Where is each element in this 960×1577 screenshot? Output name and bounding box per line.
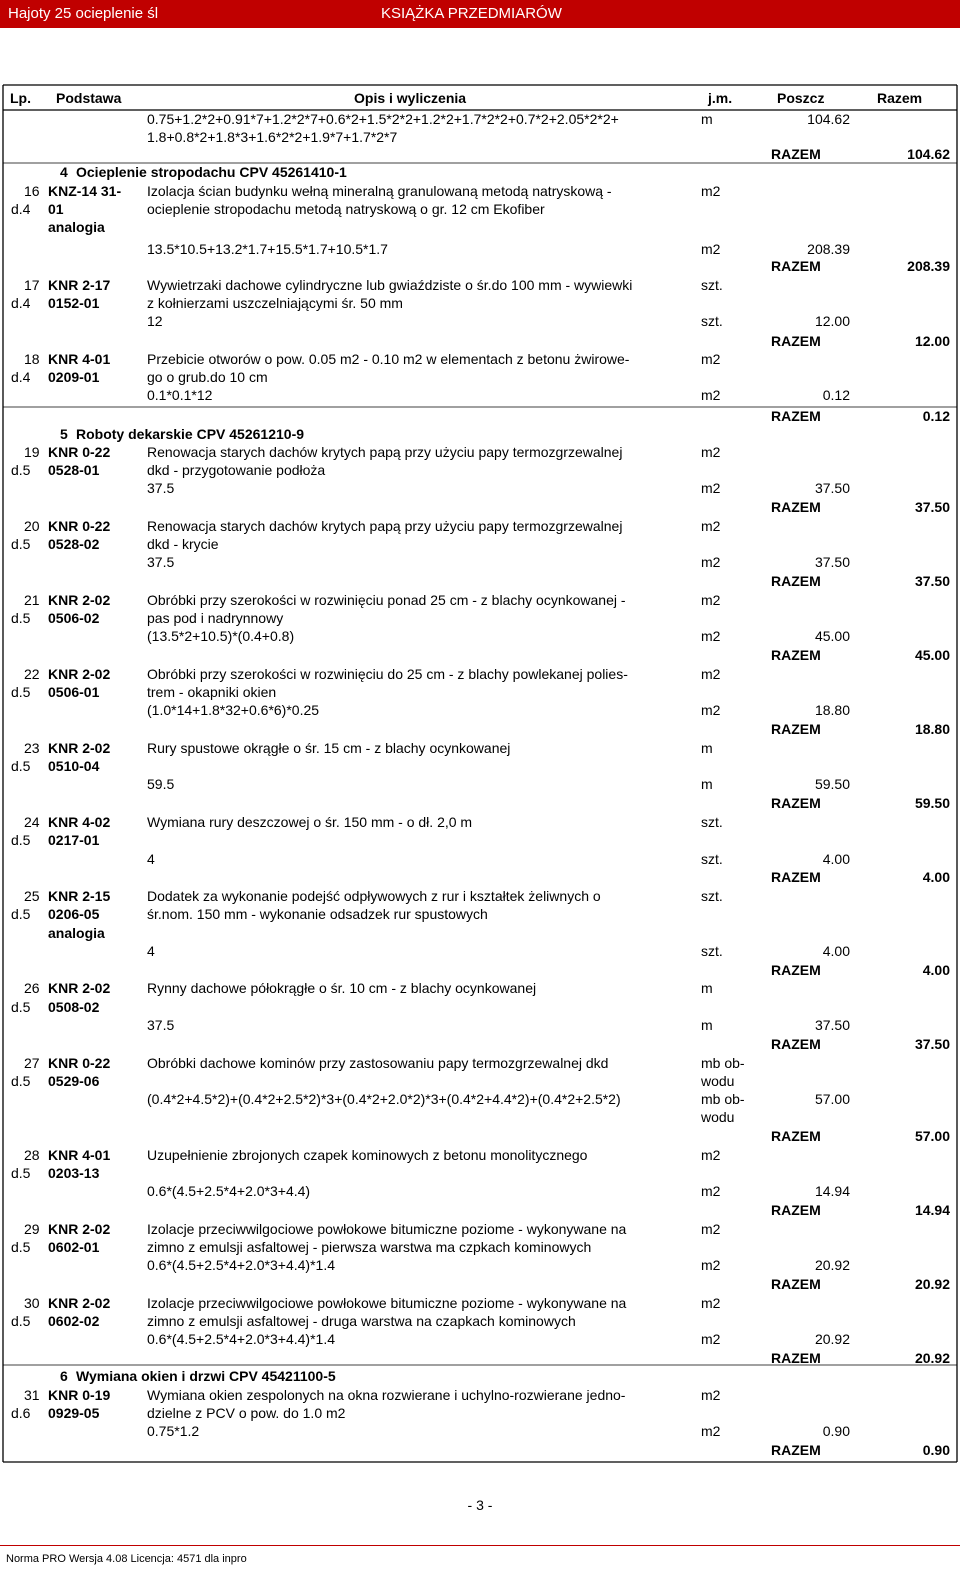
item-19-poszcz: 37.50: [814, 480, 850, 496]
item-17-chapter: d.4: [11, 295, 31, 311]
item-24-calc-unit: szt.: [701, 851, 723, 867]
item-18-poszcz: 0.12: [822, 387, 850, 403]
item-31-razem: 0.90: [922, 1442, 950, 1458]
item-16-desc-2: ocieplenie stropodachu metodą natryskową o gr. 12 cm Ekofiber: [147, 201, 545, 217]
item-16-desc-1: Izolacja ścian budynku wełną mineralną granulowaną metodą natryskową -: [147, 183, 612, 199]
item-28-razem: 14.94: [914, 1202, 950, 1218]
item-26-calc: 37.5: [147, 1017, 175, 1033]
item-27-razem: 57.00: [914, 1128, 950, 1144]
item-18-lp: 18: [24, 351, 40, 367]
page-number: - 3 -: [467, 1497, 493, 1513]
item-22-chapter: d.5: [11, 684, 31, 700]
item-25-basis-3: analogia: [48, 925, 105, 941]
item-22-desc-1: Obróbki przy szerokości w rozwinięciu do 25 cm - z blachy powlekanej polies-: [147, 666, 628, 682]
section-5-num: 5: [60, 426, 68, 442]
item-22-calc: (1.0*14+1.8*32+0.6*6)*0.25: [147, 702, 320, 718]
item-28-desc-1: Uzupełnienie zbrojonych czapek kominowych z betonu monolitycznego: [147, 1147, 588, 1163]
item-28-lp: 28: [24, 1147, 40, 1163]
item-16-razem-label: RAZEM: [771, 258, 821, 274]
item-21-calc: (13.5*2+10.5)*(0.4+0.8): [147, 628, 295, 644]
document-title: Hajoty 25 ocieplenie śl: [8, 5, 159, 22]
item-25-calc-unit: szt.: [701, 943, 723, 959]
item-24-lp: 24: [24, 814, 40, 830]
item-25-razem: 4.00: [922, 962, 950, 978]
footer-rule: [0, 1545, 960, 1546]
item-29-basis-1: KNR 2-02: [48, 1221, 111, 1237]
item-22-basis-1: KNR 2-02: [48, 666, 111, 682]
item-21-basis-2: 0506-02: [48, 610, 100, 626]
item-23-calc: 59.5: [147, 776, 175, 792]
item-31-calc-unit: m2: [701, 1423, 721, 1439]
item-16-lp: 16: [24, 183, 40, 199]
item-27-desc-1: Obróbki dachowe kominów przy zastosowaniu papy termozgrzewalnej dkd: [147, 1055, 609, 1071]
item-24-basis-2: 0217-01: [48, 832, 100, 848]
item-16-poszcz: 208.39: [807, 241, 850, 257]
item-28-unit: m2: [701, 1147, 721, 1163]
item-31-razem-label: RAZEM: [771, 1442, 821, 1458]
item-30-chapter: d.5: [11, 1313, 31, 1329]
item-16-calc-unit: m2: [701, 241, 721, 257]
item-16-basis-2: 01: [48, 201, 64, 217]
item-27-calc-unit-1: mb ob-: [701, 1091, 745, 1107]
item-29-calc: 0.6*(4.5+2.5*4+2.0*3+4.4)*1.4: [147, 1257, 335, 1273]
item-17-desc-1: Wywietrzaki dachowe cylindryczne lub gwiaździste o śr.do 100 mm - wywiewki: [147, 277, 633, 293]
item-26-basis-1: KNR 2-02: [48, 980, 111, 996]
item-30-desc-2: zimno z emulsji asfaltowej - druga warstwa na czapkach kominowych: [147, 1313, 576, 1329]
item-19-lp: 19: [24, 444, 40, 460]
item-16-razem: 208.39: [907, 258, 950, 274]
item-16-chapter: d.4: [11, 201, 31, 217]
section-5-title: Roboty dekarskie CPV 45261210-9: [76, 426, 305, 442]
item-27-razem-label: RAZEM: [771, 1128, 821, 1144]
item-24-desc-1: Wymiana rury deszczowej o śr. 150 mm - o dł. 2,0 m: [147, 814, 473, 830]
item-17-poszcz: 12.00: [814, 313, 850, 329]
item-23-chapter: d.5: [11, 758, 31, 774]
item-21-lp: 21: [24, 592, 40, 608]
item-30-basis-2: 0602-02: [48, 1313, 100, 1329]
item-24-chapter: d.5: [11, 832, 31, 848]
item-17-desc-2: z kołnierzami uszczelniającymi śr. 50 mm: [147, 295, 403, 311]
item-31-unit: m2: [701, 1387, 721, 1403]
carry-razem-label: RAZEM: [771, 146, 821, 162]
item-27-unit-2: wodu: [701, 1073, 735, 1089]
item-29-poszcz: 20.92: [814, 1257, 850, 1273]
item-18-razem-label: RAZEM: [771, 408, 821, 424]
item-31-chapter: d.6: [11, 1405, 31, 1421]
software-version: Norma PRO Wersja 4.08 Licencja: 4571 dla inpro: [6, 1553, 247, 1565]
item-16-unit: m2: [701, 183, 721, 199]
item-21-calc-unit: m2: [701, 628, 721, 644]
item-18-basis-2: 0209-01: [48, 369, 100, 385]
item-25-poszcz: 4.00: [822, 943, 850, 959]
item-24-unit: szt.: [701, 814, 723, 830]
item-30-unit: m2: [701, 1295, 721, 1311]
header-poszcz: Poszcz: [777, 90, 825, 106]
item-20-desc-2: dkd - krycie: [147, 536, 219, 552]
carry-razem-value: 104.62: [907, 146, 950, 162]
section-4-num: 4: [60, 164, 68, 180]
item-16-basis-3: analogia: [48, 219, 105, 235]
item-29-calc-unit: m2: [701, 1257, 721, 1273]
item-17-unit: szt.: [701, 277, 723, 293]
item-19-razem-label: RAZEM: [771, 499, 821, 515]
item-27-calc: (0.4*2+4.5*2)+(0.4*2+2.5*2)*3+(0.4*2+2.0*2)*3+(0.4*2+4.4*2)+(0.4*2+2.5*2): [147, 1091, 621, 1107]
item-24-basis-1: KNR 4-02: [48, 814, 111, 830]
item-25-lp: 25: [24, 888, 40, 904]
item-20-desc-1: Renowacja starych dachów krytych papą przy użyciu papy termozgrzewalnej: [147, 518, 623, 534]
item-25-basis-1: KNR 2-15: [48, 888, 111, 904]
item-23-desc-1: Rury spustowe okrągłe o śr. 15 cm - z blachy ocynkowanej: [147, 740, 511, 756]
item-30-desc-1: Izolacje przeciwwilgociowe powłokowe bitumiczne poziome - wykonywane na: [147, 1295, 627, 1311]
item-27-lp: 27: [24, 1055, 40, 1071]
item-26-razem: 37.50: [914, 1036, 950, 1052]
item-21-basis-1: KNR 2-02: [48, 592, 111, 608]
header-lp: Lp.: [10, 90, 31, 106]
item-18-desc-1: Przebicie otworów o pow. 0.05 m2 - 0.10 m2 w elementach z betonu żwirowe-: [147, 351, 630, 367]
item-27-calc-unit-2: wodu: [701, 1109, 735, 1125]
item-30-poszcz: 20.92: [814, 1331, 850, 1347]
item-31-lp: 31: [24, 1387, 40, 1403]
item-25-chapter: d.5: [11, 906, 31, 922]
item-20-calc: 37.5: [147, 554, 175, 570]
item-28-chapter: d.5: [11, 1165, 31, 1181]
item-22-razem: 18.80: [914, 721, 950, 737]
item-21-razem: 45.00: [914, 647, 950, 663]
section-6-title: Wymiana okien i drzwi CPV 45421100-5: [76, 1368, 336, 1384]
item-19-calc-unit: m2: [701, 480, 721, 496]
item-20-calc-unit: m2: [701, 554, 721, 570]
item-29-chapter: d.5: [11, 1239, 31, 1255]
carry-unit: m: [701, 111, 713, 127]
item-20-basis-2: 0528-02: [48, 536, 100, 552]
item-23-razem-label: RAZEM: [771, 795, 821, 811]
item-30-razem: 20.92: [914, 1350, 950, 1366]
header-jm: j.m.: [708, 90, 733, 106]
item-22-calc-unit: m2: [701, 702, 721, 718]
item-23-basis-1: KNR 2-02: [48, 740, 111, 756]
carry-calc-line1: 0.75+1.2*2+0.91*7+1.2*2*7+0.6*2+1.5*2*2+1.2*2+1.7*2*2+0.7*2+2.05*2*2+: [147, 111, 619, 127]
header-razem: Razem: [877, 90, 923, 106]
item-22-unit: m2: [701, 666, 721, 682]
item-18-calc-unit: m2: [701, 387, 721, 403]
item-31-calc: 0.75*1.2: [147, 1423, 200, 1439]
header-opis: Opis i wyliczenia: [354, 90, 467, 106]
item-27-poszcz: 57.00: [814, 1091, 850, 1107]
item-17-basis-1: KNR 2-17: [48, 277, 111, 293]
item-29-desc-2: zimno z emulsji asfaltowej - pierwsza warstwa ma czpkach kominowych: [147, 1239, 592, 1255]
item-28-basis-1: KNR 4-01: [48, 1147, 111, 1163]
item-26-calc-unit: m: [701, 1017, 713, 1033]
item-26-basis-2: 0508-02: [48, 999, 100, 1015]
item-26-razem-label: RAZEM: [771, 1036, 821, 1052]
section-6-num: 6: [60, 1368, 68, 1384]
item-29-unit: m2: [701, 1221, 721, 1237]
item-25-desc-1: Dodatek za wykonanie podejść odpływowych z rur i kształtek żeliwnych o: [147, 888, 601, 904]
item-16-basis-1: KNZ-14 31-: [48, 183, 122, 199]
item-31-desc-1: Wymiana okien zespolonych na okna rozwierane i uchylno-rozwierane jedno-: [147, 1387, 626, 1403]
item-29-razem-label: RAZEM: [771, 1276, 821, 1292]
item-30-lp: 30: [24, 1295, 40, 1311]
item-17-calc: 12: [147, 313, 163, 329]
carry-poszcz: 104.62: [807, 111, 850, 127]
item-21-poszcz: 45.00: [814, 628, 850, 644]
item-18-unit: m2: [701, 351, 721, 367]
item-23-lp: 23: [24, 740, 40, 756]
header-podstawa: Podstawa: [56, 90, 122, 106]
item-29-desc-1: Izolacje przeciwwilgociowe powłokowe bitumiczne poziome - wykonywane na: [147, 1221, 627, 1237]
item-17-lp: 17: [24, 277, 40, 293]
item-25-razem-label: RAZEM: [771, 962, 821, 978]
item-25-calc: 4: [147, 943, 155, 959]
item-19-calc: 37.5: [147, 480, 175, 496]
document-type-title: KSIĄŻKA PRZEDMIARÓW: [381, 5, 562, 22]
item-19-razem: 37.50: [914, 499, 950, 515]
item-23-calc-unit: m: [701, 776, 713, 792]
item-27-chapter: d.5: [11, 1073, 31, 1089]
item-19-chapter: d.5: [11, 462, 31, 478]
item-22-lp: 22: [24, 666, 40, 682]
item-19-unit: m2: [701, 444, 721, 460]
item-17-calc-unit: szt.: [701, 313, 723, 329]
item-27-basis-2: 0529-06: [48, 1073, 100, 1089]
item-20-poszcz: 37.50: [814, 554, 850, 570]
item-29-razem: 20.92: [914, 1276, 950, 1292]
item-27-basis-1: KNR 0-22: [48, 1055, 111, 1071]
item-31-poszcz: 0.90: [822, 1423, 850, 1439]
item-29-basis-2: 0602-01: [48, 1239, 100, 1255]
item-22-poszcz: 18.80: [814, 702, 850, 718]
item-29-lp: 29: [24, 1221, 40, 1237]
item-24-calc: 4: [147, 851, 155, 867]
item-20-lp: 20: [24, 518, 40, 534]
item-23-unit: m: [701, 740, 713, 756]
item-18-razem: 0.12: [922, 408, 950, 424]
section-4-title: Ocieplenie stropodachu CPV 45261410-1: [76, 164, 347, 180]
item-28-calc: 0.6*(4.5+2.5*4+2.0*3+4.4): [147, 1183, 311, 1199]
item-21-unit: m2: [701, 592, 721, 608]
item-27-unit-1: mb ob-: [701, 1055, 745, 1071]
item-23-basis-2: 0510-04: [48, 758, 100, 774]
item-30-calc-unit: m2: [701, 1331, 721, 1347]
item-20-razem: 37.50: [914, 573, 950, 589]
item-26-chapter: d.5: [11, 999, 31, 1015]
item-19-desc-1: Renowacja starych dachów krytych papą przy użyciu papy termozgrzewalnej: [147, 444, 623, 460]
item-31-desc-2: dzielne z PCV o pow. do 1.0 m2: [147, 1405, 346, 1421]
item-17-basis-2: 0152-01: [48, 295, 100, 311]
item-21-razem-label: RAZEM: [771, 647, 821, 663]
item-20-razem-label: RAZEM: [771, 573, 821, 589]
item-28-calc-unit: m2: [701, 1183, 721, 1199]
item-22-razem-label: RAZEM: [771, 721, 821, 737]
item-22-basis-2: 0506-01: [48, 684, 100, 700]
item-28-poszcz: 14.94: [814, 1183, 850, 1199]
item-25-unit: szt.: [701, 888, 723, 904]
item-30-razem-label: RAZEM: [771, 1350, 821, 1366]
item-16-calc: 13.5*10.5+13.2*1.7+15.5*1.7+10.5*1.7: [147, 241, 388, 257]
item-31-basis-1: KNR 0-19: [48, 1387, 111, 1403]
item-23-poszcz: 59.50: [814, 776, 850, 792]
item-21-chapter: d.5: [11, 610, 31, 626]
item-28-razem-label: RAZEM: [771, 1202, 821, 1218]
item-21-desc-2: pas pod i nadrynnowy: [147, 610, 284, 626]
item-30-calc: 0.6*(4.5+2.5*4+2.0*3+4.4)*1.4: [147, 1331, 335, 1347]
item-20-chapter: d.5: [11, 536, 31, 552]
item-31-basis-2: 0929-05: [48, 1405, 100, 1421]
item-19-basis-2: 0528-01: [48, 462, 100, 478]
item-28-basis-2: 0203-13: [48, 1165, 100, 1181]
item-18-chapter: d.4: [11, 369, 31, 385]
item-17-razem: 12.00: [914, 333, 950, 349]
item-19-desc-2: dkd - przygotowanie podłoża: [147, 462, 326, 478]
item-22-desc-2: trem - okapniki okien: [147, 684, 277, 700]
item-23-razem: 59.50: [914, 795, 950, 811]
item-26-poszcz: 37.50: [814, 1017, 850, 1033]
item-18-desc-2: go o grub.do 10 cm: [147, 369, 268, 385]
item-17-razem-label: RAZEM: [771, 333, 821, 349]
carry-calc-line2: 1.8+0.8*2+1.8*3+1.6*2*2+1.9*7+1.7*2*7: [147, 129, 398, 145]
item-24-razem: 4.00: [922, 869, 950, 885]
item-20-unit: m2: [701, 518, 721, 534]
item-26-desc-1: Rynny dachowe półokrągłe o śr. 10 cm - z blachy ocynkowanej: [147, 980, 537, 996]
item-21-desc-1: Obróbki przy szerokości w rozwinięciu ponad 25 cm - z blachy ocynkowanej -: [147, 592, 626, 608]
item-20-basis-1: KNR 0-22: [48, 518, 111, 534]
item-18-basis-1: KNR 4-01: [48, 351, 111, 367]
item-24-razem-label: RAZEM: [771, 869, 821, 885]
item-26-lp: 26: [24, 980, 40, 996]
item-25-basis-2: 0206-05: [48, 906, 100, 922]
item-18-calc: 0.1*0.1*12: [147, 387, 213, 403]
item-26-unit: m: [701, 980, 713, 996]
item-19-basis-1: KNR 0-22: [48, 444, 111, 460]
item-30-basis-1: KNR 2-02: [48, 1295, 111, 1311]
item-24-poszcz: 4.00: [822, 851, 850, 867]
item-25-desc-2: śr.nom. 150 mm - wykonanie odsadzek rur spustowych: [147, 906, 488, 922]
